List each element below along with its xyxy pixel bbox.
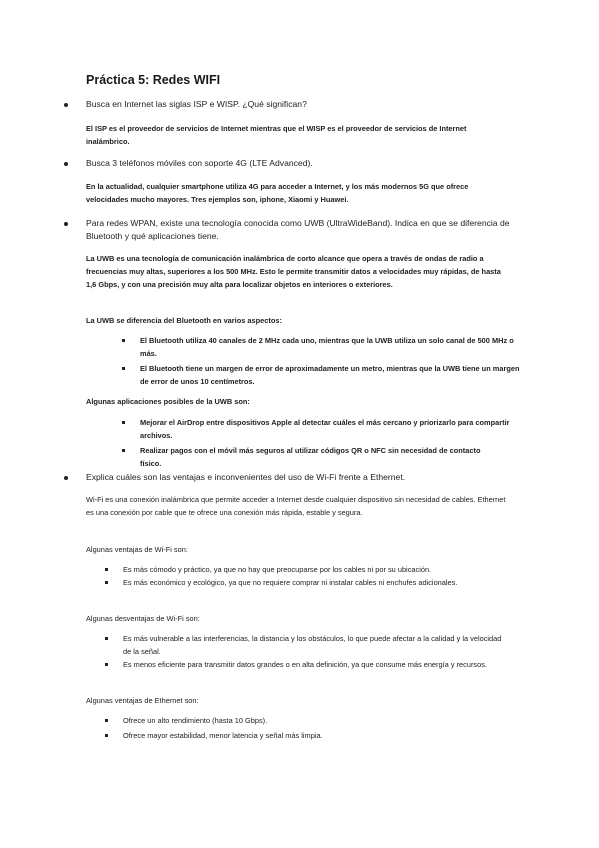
bullet-icon [64, 103, 68, 107]
answer-4: Wi-Fi es una conexión inalámbrica que permite acceder a Internet desde cualquier dispositivo sin necesidad de cables. Ethernet es una conexión por cable que te ofrece una conexión más rápida, estable y segura. [86, 495, 506, 517]
answer-1: El ISP es el proveedor de servicios de Internet mientras que el WISP es el proveedor de servicios de Internet inalámbrico. [86, 124, 467, 146]
wifi-con-item: Es más vulnerable a las interferencias, la distancia y los obstáculos, lo que puede afectar a la calidad y la velocidad de la señal. [123, 634, 502, 656]
answer-2: En la actualidad, cualquier smartphone utiliza 4G para acceder a Internet, y los más modernos 5G que ofrece velocidades mucho mayores. Tres ejemplos son, iphone, Xiaomi y Huawei. [86, 182, 469, 204]
wifi-pros-heading: Algunas ventajas de Wi-Fi son: [86, 545, 188, 554]
wifi-pro-item: Es más cómodo y práctico, ya que no hay que preocuparse por los cables ni por su ubicación. [123, 565, 432, 574]
document-title: Práctica 5: Redes WIFI [86, 73, 221, 87]
bullet-icon [64, 476, 68, 480]
wifi-pro-item: Es más económico y ecológico, ya que no requiere comprar ni instalar cables ni enchufes adicionales. [123, 578, 458, 587]
bullet-icon [64, 162, 68, 166]
square-bullet-icon [105, 719, 108, 722]
app-item: Mejorar el AirDrop entre dispositivos Apple al detectar cuáles el más cercano y priorizarlo para compartir archivos. [140, 418, 510, 440]
apps-heading: Algunas aplicaciones posibles de la UWB son: [86, 397, 250, 406]
ethernet-pro-item: Ofrece mayor estabilidad, menor latencia y señal más limpia. [123, 731, 323, 740]
diff-item: El Bluetooth utiliza 40 canales de 2 MHz cada uno, mientras que la UWB utiliza un solo canal de 500 MHz o más. [140, 336, 514, 358]
question-2: Busca 3 teléfonos móviles con soporte 4G (LTE Advanced). [86, 158, 313, 168]
question-4: Explica cuáles son las ventajas e inconvenientes del uso de Wi-Fi frente a Ethernet. [86, 472, 406, 482]
ethernet-pro-item: Ofrece un alto rendimiento (hasta 10 Gbps). [123, 716, 268, 725]
answer-3: La UWB es una tecnología de comunicación inalámbrica de corto alcance que opera a través de ondas de radio a frecuencias muy altas, superiores a los 500 MHz. Esto le permite transmitir datos a velocidades muy rápidas, de hasta 1,6 Gbps, y con una precisión muy alta para localizar objetos en interiores o exteriores. [86, 254, 501, 289]
question-1: Busca en Internet las siglas ISP e WISP. ¿Qué significan? [86, 99, 307, 109]
diff-item: El Bluetooth tiene un margen de error de aproximadamente un metro, mientras que la UWB tiene un margen de error de unos 10 centímetros. [140, 364, 520, 386]
square-bullet-icon [105, 637, 108, 640]
square-bullet-icon [105, 734, 108, 737]
diff-heading: La UWB se diferencia del Bluetooth en varios aspectos: [86, 316, 282, 325]
question-3: Para redes WPAN, existe una tecnología conocida como UWB (UltraWideBand). Indica en que se diferencia de Bluetooth y qué aplicaciones tiene. [86, 218, 510, 241]
square-bullet-icon [122, 367, 125, 370]
square-bullet-icon [122, 421, 125, 424]
square-bullet-icon [105, 663, 108, 666]
app-item: Realizar pagos con el móvil más seguros al utilizar códigos QR o NFC sin necesidad de contacto físico. [140, 446, 481, 468]
wifi-con-item: Es menos eficiente para transmitir datos grandes o en alta definición, ya que consume más energía y recursos. [123, 660, 487, 669]
square-bullet-icon [105, 581, 108, 584]
bullet-icon [64, 222, 68, 226]
wifi-cons-heading: Algunas desventajas de Wi-Fi son: [86, 614, 200, 623]
ethernet-pros-heading: Algunas ventajas de Ethernet son: [86, 696, 199, 705]
square-bullet-icon [122, 339, 125, 342]
square-bullet-icon [122, 449, 125, 452]
square-bullet-icon [105, 568, 108, 571]
